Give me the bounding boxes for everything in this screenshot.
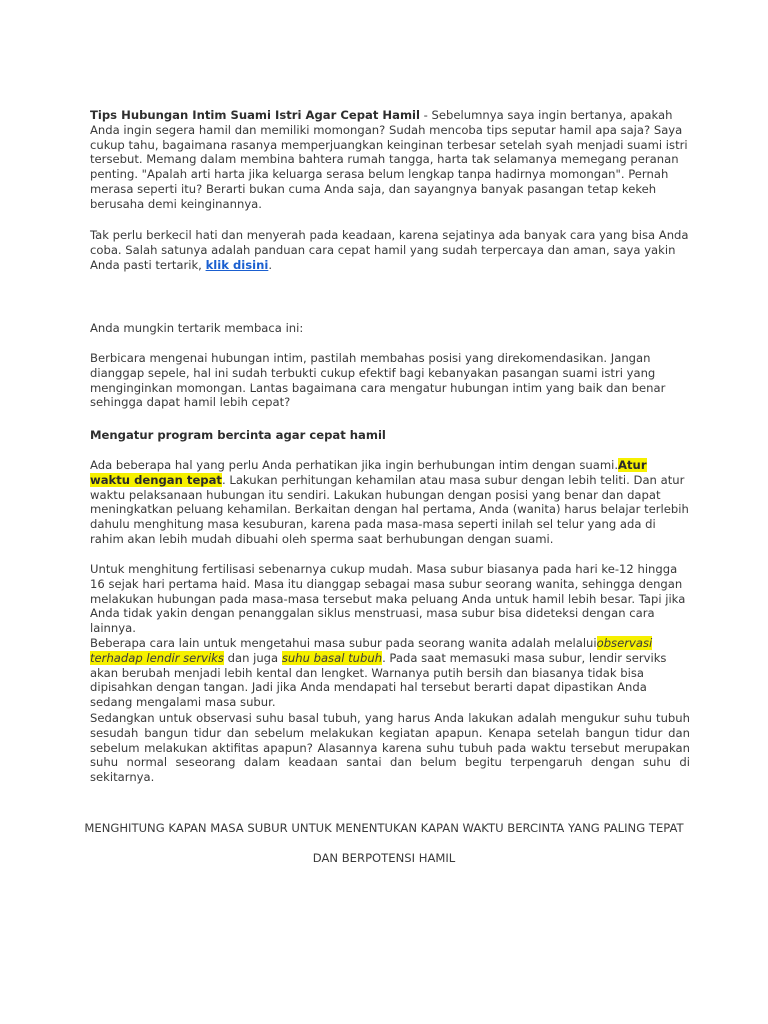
paragraph-2-end: .	[268, 257, 273, 272]
klik-disini-link[interactable]: klik disini	[205, 257, 269, 272]
paragraph-7: Sedangkan untuk observasi suhu basal tubuh, yang harus Anda lakukan adalah mengukur suhu tubuh sesudah bangun tidur dan sebelum melakukan kegiatan apapun. Kenapa setelah bangun tidur dan sebelum melakukan aktifitas apapun? Alasannya karena suhu tubuh pada waktu tersebut merupakan suhu normal seseorang dalam keadaan santai dan belum begitu terpengaruh dengan suhu di sekitarnya.	[90, 711, 690, 785]
paragraph-6-before: Beberapa cara lain untuk mengetahui masa subur pada seorang wanita adalah melalui	[90, 636, 597, 650]
intro-paragraph	[90, 108, 690, 212]
paragraph-6-middle: dan juga	[223, 650, 282, 665]
paragraph-2-text: Tak perlu berkecil hati dan menyerah pada keadaan, karena sejatinya ada banyak cara yang bisa Anda coba. Salah satunya adalah panduan cara cepat hamil yang sudah terpercaya dan aman, saya yakin Anda pasti tertarik,	[90, 228, 689, 272]
paragraph-3: Berbicara mengenai hubungan intim, pastilah membahas posisi yang direkomendasikan. Jangan dianggap sepele, hal ini sudah terbukti cukup efektif bagi kebanyakan pasangan suami istri yang menginginkan momongan. Lantas bagaimana cara mengatur hubungan intim yang baik dan benar sehingga dapat hamil lebih cepat?	[90, 351, 666, 410]
paragraph-4	[90, 458, 690, 547]
highlight-observasi-lendir: observasi terhadap lendir serviks	[90, 636, 653, 665]
interest-label: Anda mungkin tertarik membaca ini:	[90, 321, 304, 335]
paragraph-2	[90, 228, 690, 272]
section-heading: Mengatur program bercinta agar cepat hamil	[90, 428, 386, 442]
paragraph-5: Untuk menghitung fertilisasi sebenarnya cukup mudah. Masa subur biasanya pada hari ke-12 hingga 16 sejak hari pertama haid. Masa itu dianggap sebagai masa subur seorang wanita, sehingga dengan melakukan hubungan pada masa-masa tersebut maka peluang Anda untuk hamil lebih besar. Tapi jika Anda tidak yakin dengan penanggalan siklus menstruasi, masa subur bisa dideteksi dengan cara lainnya.	[90, 562, 686, 636]
paragraph-6-after: . Pada saat memasuki masa subur, lendir serviks akan berubah menjadi lebih kental dan lengket. Warnanya putih bersih dan biasanya tidak bisa dipisahkan dengan tangan. Jadi jika Anda mendapati hal tersebut berarti dapat dipastikan Anda sedang mengalami masa subur.	[90, 650, 667, 710]
footer-heading-line-1: MENGHITUNG KAPAN MASA SUBUR UNTUK MENENTUKAN KAPAN WAKTU BERCINTA YANG PALING TEPAT	[84, 821, 684, 835]
paragraph-6	[90, 636, 690, 710]
paragraph-4-before: Ada beberapa hal yang perlu Anda perhatikan jika ingin berhubungan intim dengan suami.	[90, 458, 619, 472]
paragraph-4-after: . Lakukan perhitungan kehamilan atau masa subur dengan lebih teliti. Dan atur waktu pelaksanaan hubungan itu sendiri. Lakukan hubungan dengan posisi yang benar dan dapat meningkatkan peluang kehamilan. Berkaitan dengan hal pertama, Anda (wanita) harus belajar terlebih dahulu menghitung masa kesuburan, karena pada masa-masa seperti inilah sel telur yang ada di rahim akan lebih mudah dibuahi oleh sperma saat berhubungan dengan suami.	[90, 472, 689, 546]
footer-heading-line-2: DAN BERPOTENSI HAMIL	[312, 851, 456, 865]
highlight-suhu-basal: suhu basal tubuh	[281, 650, 383, 665]
intro-text: - Sebelumnya saya ingin bertanya, apakah Anda ingin segera hamil dan memiliki momongan? Sudah mencoba tips seputar hamil apa saja? Saya cukup tahu, bagaimana rasanya memperjuangkan keinginan terbesar setelah syah menjadi suami istri tersebut. Memang dalam membina bahtera rumah tangga, harta tak selamanya memegang peranan penting. "Apalah arti harta jika keluarga serasa belum lengkap tanpa hadirnya momongan". Pernah merasa seperti itu? Berarti bukan cuma Anda saja, dan sayangnya banyak pasangan tetap kekeh berusaha demi keinginannya.	[90, 108, 688, 211]
article-title: Tips Hubungan Intim Suami Istri Agar Cepat Hamil	[90, 108, 420, 122]
highlight-atur-waktu: Atur waktu dengan tepat	[90, 458, 647, 487]
